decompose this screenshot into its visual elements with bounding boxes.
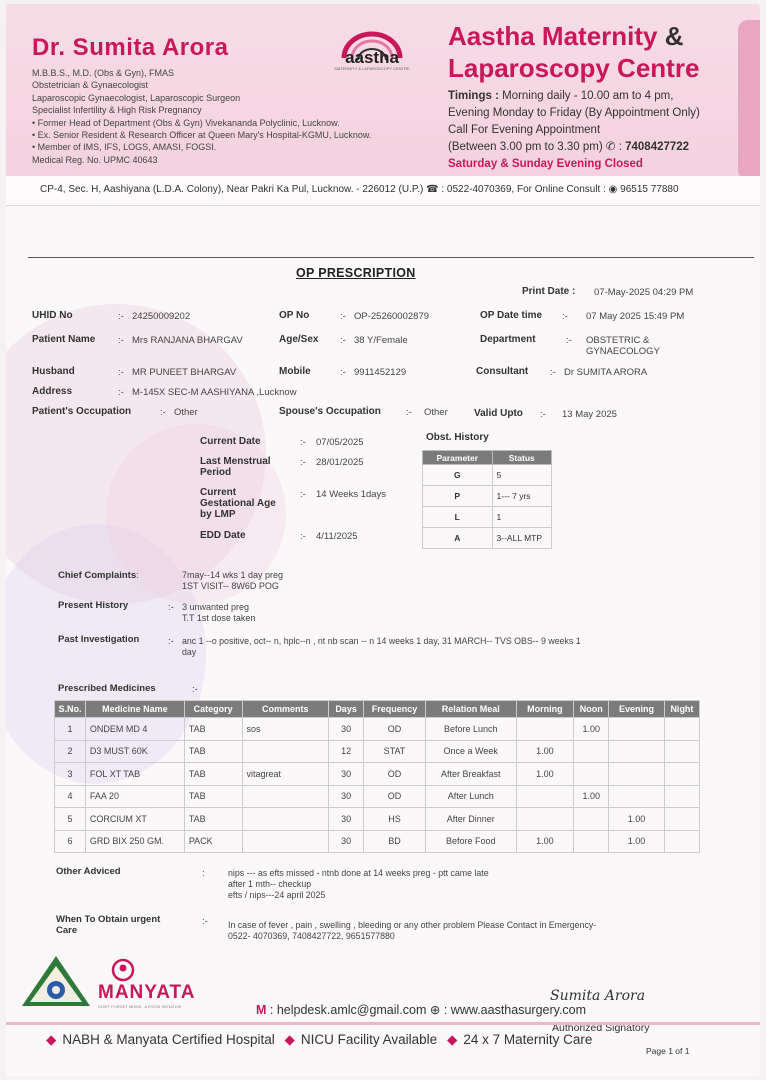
column-header: Comments bbox=[242, 701, 329, 718]
aastha-logo bbox=[332, 24, 412, 84]
table-cell: 30 bbox=[329, 763, 364, 786]
separator: :- bbox=[202, 916, 208, 927]
patient-name-label: Patient Name bbox=[32, 334, 96, 345]
edd-label: EDD Date bbox=[200, 530, 246, 541]
table-row bbox=[423, 528, 552, 549]
table-cell: 30 bbox=[329, 830, 364, 853]
hospital-name-line1: Aastha Maternity bbox=[448, 21, 658, 51]
valid-upto-label: Valid Upto bbox=[474, 408, 523, 419]
separator: :- bbox=[300, 489, 306, 500]
table-cell: FAA 20 bbox=[85, 785, 184, 808]
table-cell: After Lunch bbox=[425, 785, 516, 808]
other-advice-line: nips --- as efts missed - ntnb done at 14 weeks preg - ptt came late bbox=[228, 868, 489, 878]
other-advice-line: efts / nips---24 april 2025 bbox=[228, 890, 326, 900]
table-cell: After Breakfast bbox=[425, 763, 516, 786]
table-cell: 1 bbox=[492, 507, 551, 528]
table-cell: TAB bbox=[184, 785, 242, 808]
manyata-mother-icon bbox=[110, 958, 136, 982]
present-history-label: Present History bbox=[58, 600, 129, 611]
web-icon: ⊕ bbox=[429, 1003, 441, 1017]
email-text: : helpdesk.amlc@gmail.com bbox=[269, 1003, 427, 1017]
table-cell: ONDEM MD 4 bbox=[85, 718, 184, 741]
qualification-line: Obstetrician & Gynaecologist bbox=[32, 80, 149, 91]
table-cell: FOL XT TAB bbox=[85, 763, 184, 786]
obst-history-table bbox=[422, 450, 552, 549]
present-history-line: 3 unwanted preg bbox=[182, 602, 250, 612]
table-cell: 5 bbox=[55, 808, 86, 831]
table-cell: P bbox=[423, 486, 493, 507]
separator: : bbox=[136, 570, 139, 581]
department-value-1: OBSTETRIC & bbox=[586, 335, 650, 346]
urgent-care-label: Care bbox=[56, 925, 78, 936]
table-cell: OD bbox=[364, 785, 426, 808]
separator: : bbox=[202, 868, 205, 879]
valid-upto-value: 13 May 2025 bbox=[562, 409, 617, 420]
table-row bbox=[55, 740, 700, 763]
table-cell: PACK bbox=[184, 830, 242, 853]
footer-item: NICU Facility Available bbox=[300, 1032, 438, 1047]
separator: :- bbox=[340, 367, 346, 378]
table-cell: 30 bbox=[329, 808, 364, 831]
letterhead bbox=[6, 4, 760, 176]
column-header: Medicine Name bbox=[85, 701, 184, 718]
table-cell bbox=[516, 785, 574, 808]
address-label: Address bbox=[32, 386, 73, 397]
op-datetime-label: OP Date time bbox=[480, 310, 543, 321]
table-cell: Before Food bbox=[425, 830, 516, 853]
table-cell: 1.00 bbox=[516, 763, 574, 786]
timings-line: Call For Evening Appointment bbox=[448, 124, 601, 136]
separator: :- bbox=[550, 367, 556, 378]
uhid-value: 24250009202 bbox=[132, 311, 191, 322]
prescription-page bbox=[6, 4, 760, 1076]
table-cell: 1.00 bbox=[574, 785, 609, 808]
present-history-line: T.T 1st dose taken bbox=[182, 613, 256, 623]
prescribed-medicines-label: Prescribed Medicines bbox=[58, 683, 156, 694]
table-cell bbox=[242, 830, 329, 853]
table-cell bbox=[574, 763, 609, 786]
ga-label: Gestational Age bbox=[200, 498, 276, 509]
current-date-value: 07/05/2025 bbox=[316, 437, 364, 448]
column-header: Noon bbox=[574, 701, 609, 718]
table-row bbox=[55, 718, 700, 741]
table-cell: vitagreat bbox=[242, 763, 329, 786]
edd-value: 4/11/2025 bbox=[316, 531, 358, 542]
hospital-name-line2: Laparoscopy Centre bbox=[448, 53, 700, 83]
qualification-line: Specialist Infertility & High Risk Pregnancy bbox=[32, 105, 202, 116]
patient-occupation-value: Other bbox=[174, 407, 198, 418]
table-row bbox=[55, 785, 700, 808]
table-cell: sos bbox=[242, 718, 329, 741]
table-cell: CORCIUM XT bbox=[85, 808, 184, 831]
table-cell bbox=[516, 808, 574, 831]
separator: :- bbox=[300, 457, 306, 468]
address-bar: CP-4, Sec. H, Aashiyana (L.D.A. Colony), Near Pakri Ka Pul, Lucknow. - 226012 (U.P.) ☎ : 0522-4070369, For Online Consult : ◉ 96515 77880 bbox=[6, 176, 760, 206]
op-datetime-value: 07 May 2025 15:49 PM bbox=[586, 311, 685, 322]
hospital-name bbox=[448, 20, 699, 84]
column-header: Category bbox=[184, 701, 242, 718]
table-cell: 1.00 bbox=[609, 830, 665, 853]
table-cell bbox=[242, 785, 329, 808]
table-cell: 1 bbox=[55, 718, 86, 741]
table-cell bbox=[664, 830, 699, 853]
column-header: Evening bbox=[609, 701, 665, 718]
address-value: M-145X SEC-M AASHIYANA ,Lucknow bbox=[132, 387, 297, 398]
chief-complaints-label: Chief Complaints bbox=[58, 570, 137, 581]
husband-label: Husband bbox=[32, 366, 75, 377]
table-cell: TAB bbox=[184, 718, 242, 741]
separator: :- bbox=[300, 437, 306, 448]
separator: :- bbox=[118, 367, 124, 378]
separator: :- bbox=[562, 311, 568, 322]
table-cell: 3--ALL MTP bbox=[492, 528, 551, 549]
signature: Sumita Arora bbox=[550, 988, 646, 1004]
page-title: OP PRESCRIPTION bbox=[296, 266, 416, 280]
footer-features bbox=[40, 1032, 592, 1048]
separator: :- bbox=[160, 407, 166, 418]
qualification-line: Medical Reg. No. UPMC 40643 bbox=[32, 154, 158, 165]
qualification-line: • Member of IMS, IFS, LOGS, AMASI, FOGSI. bbox=[32, 142, 217, 153]
table-cell: 6 bbox=[55, 830, 86, 853]
table-cell: G bbox=[423, 465, 493, 486]
consultant-label: Consultant bbox=[476, 366, 529, 377]
column-header: Morning bbox=[516, 701, 574, 718]
divider bbox=[28, 257, 754, 258]
table-cell bbox=[574, 808, 609, 831]
timings-line: (Between 3.00 pm to 3.30 pm) ✆ : bbox=[448, 141, 622, 153]
table-cell: HS bbox=[364, 808, 426, 831]
column-header: Frequency bbox=[364, 701, 426, 718]
table-cell: After Dinner bbox=[425, 808, 516, 831]
clinic-timings bbox=[448, 88, 748, 173]
department-value-2: GYNAECOLOGY bbox=[586, 346, 660, 357]
manyata-tagline: DON'T FORGET MOMS . A FOGSI INITIATIVE bbox=[98, 1004, 182, 1009]
separator: :- bbox=[566, 335, 572, 346]
qualification-line: • Ex. Senior Resident & Research Officer at Queen Mary's Hospital-KGMU, Lucknow. bbox=[32, 130, 372, 141]
patient-occupation-label: Patient's Occupation bbox=[32, 406, 132, 417]
department-label: Department bbox=[480, 334, 536, 345]
separator: :- bbox=[118, 387, 124, 398]
age-sex-value: 38 Y/Female bbox=[354, 335, 408, 346]
header-decoration bbox=[738, 20, 760, 180]
footer-item: 24 x 7 Maternity Care bbox=[463, 1032, 593, 1047]
qualification-line: M.B.B.S., M.D. (Obs & Gyn), FMAS bbox=[32, 68, 175, 78]
medicines-table bbox=[54, 700, 700, 853]
table-cell: A bbox=[423, 528, 493, 549]
page-number: Page 1 of 1 bbox=[646, 1046, 690, 1056]
past-investigation-line: anc 1 --o positive, oct-- n, hplc--n , nt nb scan -- n 14 weeks 1 day, 31 MARCH-- TVS OBS-- 9 weeks 1 bbox=[182, 636, 581, 646]
table-cell: Before Lunch bbox=[425, 718, 516, 741]
table-row bbox=[423, 486, 552, 507]
separator: :- bbox=[300, 531, 306, 542]
diamond-icon: ◆ bbox=[46, 1032, 57, 1047]
ga-label: by LMP bbox=[200, 509, 236, 520]
table-cell: 1.00 bbox=[516, 830, 574, 853]
diamond-icon: ◆ bbox=[446, 1032, 458, 1047]
column-header: Relation Meal bbox=[425, 701, 516, 718]
table-cell bbox=[664, 785, 699, 808]
table-cell: 3 bbox=[55, 763, 86, 786]
consultant-value: Dr SUMITA ARORA bbox=[564, 367, 648, 378]
chief-complaints-line: 7may--14 wks 1 day preg bbox=[182, 570, 284, 580]
contact-line bbox=[256, 1002, 586, 1017]
separator: :- bbox=[168, 636, 174, 647]
doctor-name: Dr. Sumita Arora bbox=[32, 34, 229, 61]
table-cell: 1.00 bbox=[609, 808, 665, 831]
table-cell bbox=[664, 718, 699, 741]
timings-phone: 7408427722 bbox=[625, 141, 690, 153]
print-date-label: Print Date : bbox=[522, 286, 576, 297]
mobile-value: 9911452129 bbox=[354, 367, 407, 378]
table-cell bbox=[242, 808, 329, 831]
table-cell: 30 bbox=[329, 718, 364, 741]
timings-closed: Saturday & Sunday Evening Closed bbox=[448, 158, 643, 170]
obst-history-title: Obst. History bbox=[426, 432, 489, 443]
column-header: S.No. bbox=[55, 701, 86, 718]
other-advice-label: Other Adviced bbox=[56, 866, 121, 877]
column-header: Days bbox=[329, 701, 364, 718]
other-advice-line: after 1 mth-- checkup bbox=[228, 879, 312, 889]
table-cell: OD bbox=[364, 718, 426, 741]
qualification-line: • Former Head of Department (Obs & Gyn) Vivekananda Polyclinic, Lucknow. bbox=[32, 117, 340, 128]
table-cell: 2 bbox=[55, 740, 86, 763]
ga-value: 14 Weeks 1days bbox=[316, 489, 387, 500]
table-cell bbox=[664, 740, 699, 763]
separator: :- bbox=[192, 684, 198, 695]
table-row bbox=[55, 830, 700, 853]
table-cell bbox=[664, 808, 699, 831]
table-cell: STAT bbox=[364, 740, 426, 763]
separator: :- bbox=[406, 407, 412, 418]
table-cell bbox=[574, 740, 609, 763]
footer-item: NABH & Manyata Certified Hospital bbox=[62, 1032, 275, 1047]
table-cell: Once a Week bbox=[425, 740, 516, 763]
timings-label: Timings : bbox=[448, 90, 499, 102]
table-cell: 4 bbox=[55, 785, 86, 808]
op-no-value: OP-25260002879 bbox=[354, 311, 430, 322]
hospital-name-amp: & bbox=[664, 21, 684, 51]
column-header: Status bbox=[492, 451, 551, 465]
table-cell: GRD BIX 250 GM. bbox=[85, 830, 184, 853]
manyata-logo: MANYATA bbox=[98, 982, 196, 1003]
separator: :- bbox=[340, 311, 346, 322]
table-cell: D3 MUST 60K bbox=[85, 740, 184, 763]
separator: :- bbox=[168, 602, 174, 613]
table-cell bbox=[609, 740, 665, 763]
separator: :- bbox=[118, 335, 124, 346]
spouse-occupation-value: Other bbox=[424, 407, 448, 418]
timings-line: Evening Monday to Friday (By Appointment Only) bbox=[448, 107, 700, 119]
chief-complaints-line: 1ST VISIT-- 8W6D POG bbox=[182, 581, 279, 591]
age-sex-label: Age/Sex bbox=[279, 334, 319, 345]
table-cell bbox=[574, 830, 609, 853]
table-cell: TAB bbox=[184, 740, 242, 763]
ga-label: Current bbox=[200, 487, 237, 498]
logo-wordmark: aastha bbox=[345, 48, 399, 67]
table-cell: BD bbox=[364, 830, 426, 853]
email-icon: M bbox=[256, 1003, 267, 1017]
authorized-signatory: Authorized Signatory bbox=[552, 1022, 650, 1034]
uhid-label: UHID No bbox=[32, 310, 73, 321]
table-cell: TAB bbox=[184, 763, 242, 786]
lmp-label: Last Menstrual bbox=[200, 456, 271, 467]
table-cell: 1.00 bbox=[516, 740, 574, 763]
table-cell: 5 bbox=[492, 465, 551, 486]
urgent-care-line: In case of fever , pain , swelling , bleeding or any other problem Please Contact in Emergency- bbox=[228, 920, 597, 930]
op-no-label: OP No bbox=[279, 310, 310, 321]
website-text: : www.aasthasurgery.com bbox=[443, 1003, 587, 1017]
table-cell bbox=[609, 785, 665, 808]
table-cell: 1--- 7 yrs bbox=[492, 486, 551, 507]
table-row bbox=[423, 507, 552, 528]
past-investigation-line: day bbox=[182, 647, 197, 657]
patient-name-value: Mrs RANJANA BHARGAV bbox=[132, 335, 243, 346]
urgent-care-label: When To Obtain urgent bbox=[56, 914, 161, 925]
lmp-value: 28/01/2025 bbox=[316, 457, 364, 468]
table-cell: 12 bbox=[329, 740, 364, 763]
table-cell bbox=[609, 718, 665, 741]
table-cell: TAB bbox=[184, 808, 242, 831]
table-cell bbox=[609, 763, 665, 786]
table-cell: 1.00 bbox=[574, 718, 609, 741]
spouse-occupation-label: Spouse's Occupation bbox=[279, 406, 381, 417]
table-cell: OD bbox=[364, 763, 426, 786]
lmp-label: Period bbox=[200, 467, 232, 478]
current-date-label: Current Date bbox=[200, 436, 261, 447]
table-cell: 30 bbox=[329, 785, 364, 808]
print-date-value: 07-May-2025 04:29 PM bbox=[594, 287, 694, 298]
column-header: Night bbox=[664, 701, 699, 718]
separator: :- bbox=[118, 311, 124, 322]
diamond-icon: ◆ bbox=[284, 1032, 295, 1047]
timings-line: Morning daily - 10.00 am to 4 pm, bbox=[502, 90, 674, 102]
table-row bbox=[423, 465, 552, 486]
table-row bbox=[55, 763, 700, 786]
table-cell bbox=[664, 763, 699, 786]
separator: :- bbox=[540, 409, 546, 420]
past-investigation-label: Past Investigation bbox=[58, 634, 140, 645]
table-cell: L bbox=[423, 507, 493, 528]
urgent-care-line: 0522- 4070369, 7408427722, 9651577880 bbox=[228, 931, 395, 941]
separator: :- bbox=[340, 335, 346, 346]
logo-subtext: MATERNITY & LAPAROSCOPY CENTRE bbox=[334, 66, 410, 71]
mobile-label: Mobile bbox=[279, 366, 311, 377]
column-header: Parameter bbox=[423, 451, 493, 465]
husband-value: MR PUNEET BHARGAV bbox=[132, 367, 237, 378]
qualification-line: Laparoscopic Gynaecologist, Laparoscopic Surgeon bbox=[32, 92, 241, 103]
nabh-certified-icon bbox=[20, 954, 92, 1008]
table-cell bbox=[516, 718, 574, 741]
table-cell bbox=[242, 740, 329, 763]
table-row bbox=[55, 808, 700, 831]
